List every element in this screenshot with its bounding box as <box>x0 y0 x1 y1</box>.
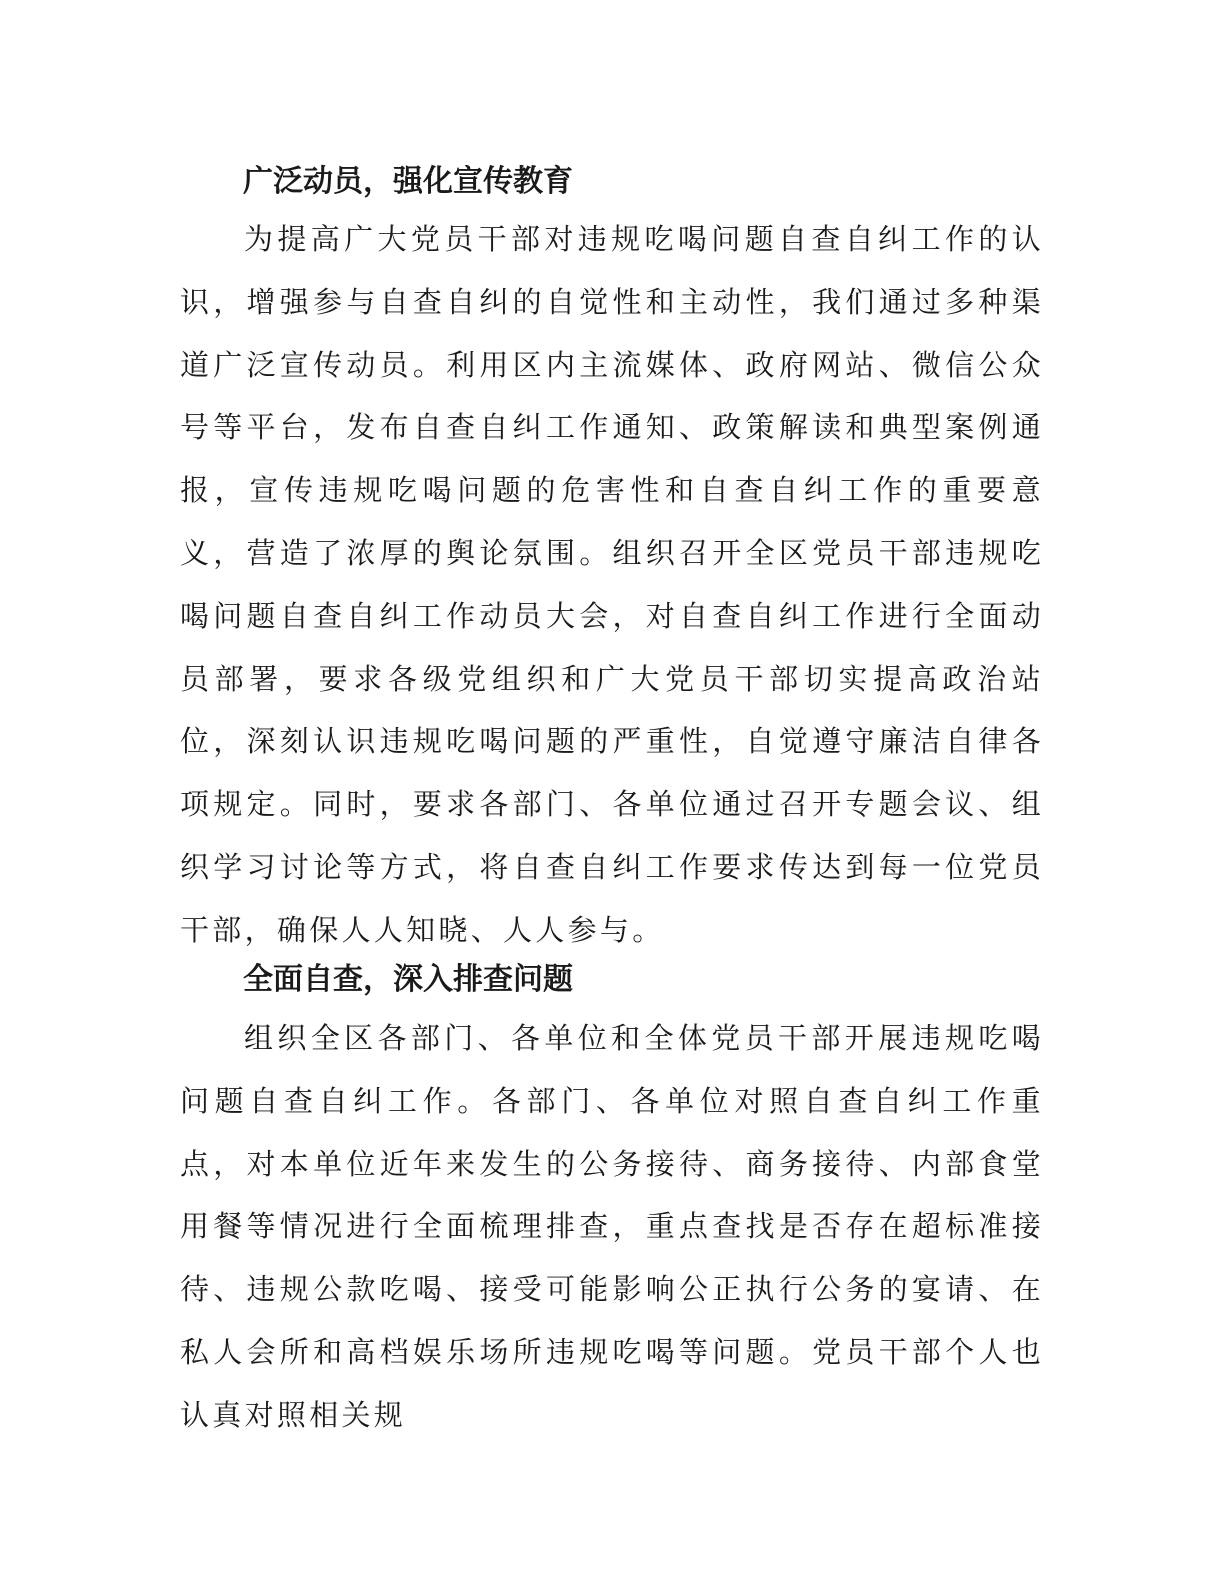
document-page <box>180 0 1044 1584</box>
section-paragraph: 组织全区各部门、各单位和全体党员干部开展违规吃喝问题自查自纠工作。各部门、各单位对照自查自纠工作重点，对本单位近年来发生的公务接待、商务接待、内部食堂用餐等情况进行全面梳理排查，重点查找是否存在超标准接待、违规公款吃喝、接受可能影响公正执行公务的宴请、在私人会所和高档娱乐场所违规吃喝等问题。党员干部个人也认真对照相关规 <box>180 1021 1044 1432</box>
section-heading: 全面自查，深入排查问题 <box>243 962 573 997</box>
section-heading: 广泛动员，强化宣传教育 <box>243 164 573 199</box>
section-paragraph: 为提高广大党员干部对违规吃喝问题自查自纠工作的认识，增强参与自查自纠的自觉性和主动性，我们通过多种渠道广泛宣传动员。利用区内主流媒体、政府网站、微信公众号等平台，发布自查自纠工作通知、政策解读和典型案例通报，宣传违规吃喝问题的危害性和自查自纠工作的重要意义，营造了浓厚的舆论氛围。组织召开全区党员干部违规吃喝问题自查自纠工作动员大会，对自查自纠工作进行全面动员部署，要求各级党组织和广大党员干部切实提高政治站位，深刻认识违规吃喝问题的严重性，自觉遵守廉洁自律各项规定。同时，要求各部门、各单位通过召开专题会议、组织学习讨论等方式，将自查自纠工作要求传达到每一位党员干部，确保人人知晓、人人参与。 <box>180 222 1044 947</box>
